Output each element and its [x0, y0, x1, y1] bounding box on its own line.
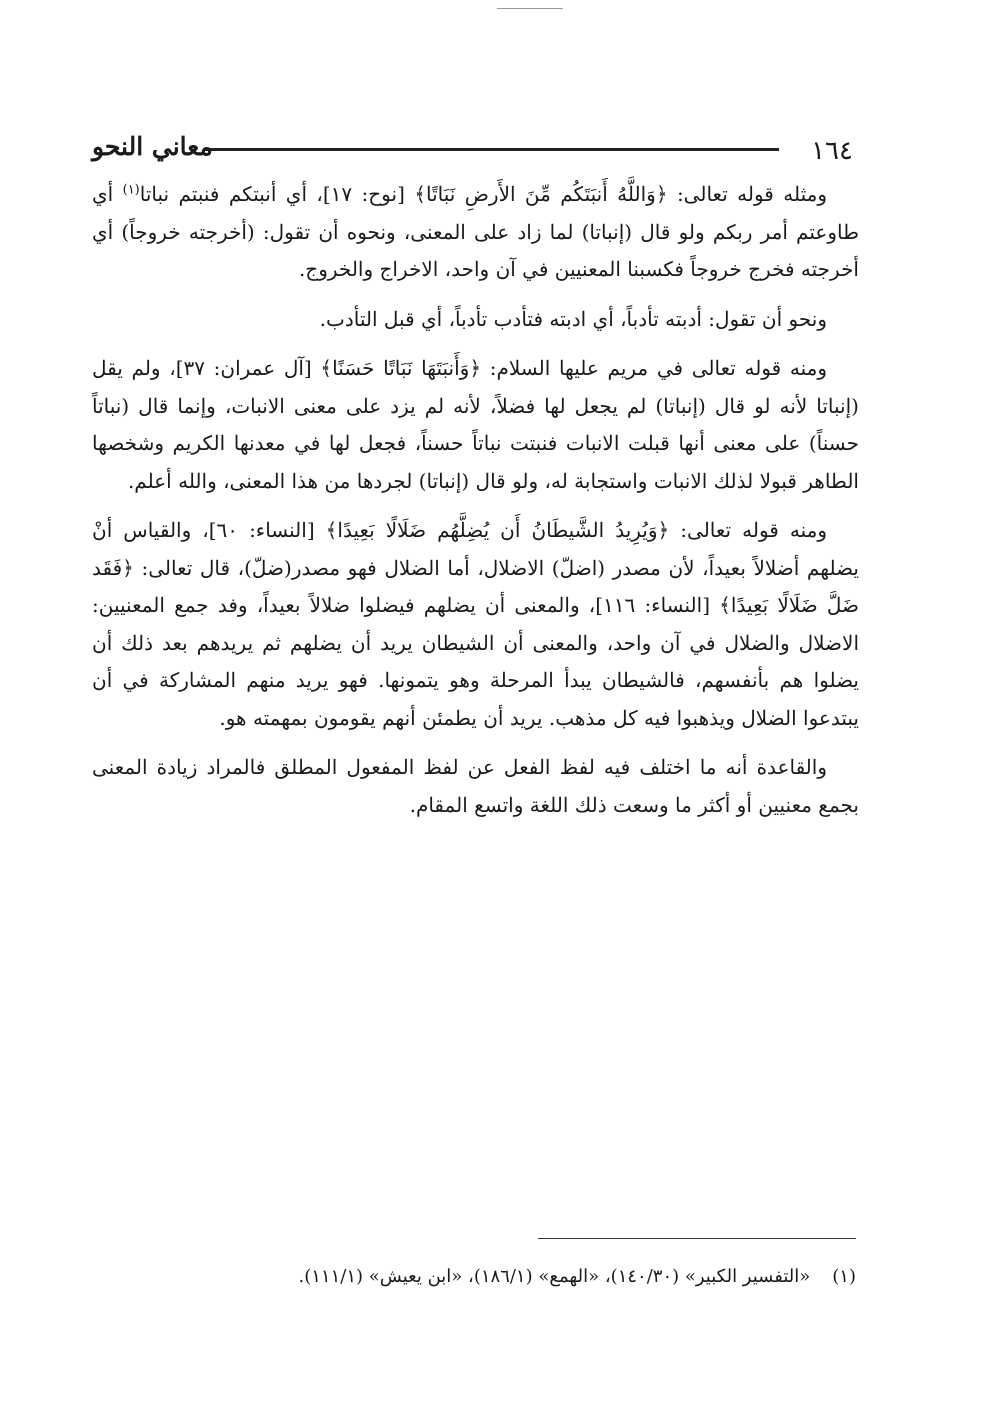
page-number: ١٦٤ — [811, 136, 853, 166]
page-header — [92, 128, 859, 172]
paragraph-1 — [92, 176, 859, 289]
footnote-marker: (١) — [832, 1266, 856, 1287]
paragraph-1-text: ومثله قوله تعالى: ﴿وَاللَّهُ أَنبَتَكُم مِّنَ الأَرضِ نَبَاتًا﴾ [نوح: ١٧]، أي أنبتكم فنبتم نباتا — [139, 182, 827, 206]
paragraph-1-text-continued: أي طاوعتم أمر ربكم ولو قال (إنباتا) لما زاد على المعنى، ونحوه أن تقول: (أخرجته خروجاً) أي أخرجته فخرج خروجاً فكسبنا المعنيين في آن واحد، الاخراج والخروج. — [92, 182, 859, 281]
footnote-text: «التفسير الكبير» (١٤٠/٣٠)، «الهمع» (١٨٦/١)، «ابن يعيش» (١١١/١). — [298, 1266, 811, 1287]
paragraph-5: والقاعدة أنه ما اختلف فيه لفظ الفعل عن لفظ المفعول المطلق فالمراد زيادة المعنى بجمع معنيين أو أكثر ما وسعت ذلك اللغة واتسع المقام. — [92, 755, 859, 817]
paragraph-4: ومنه قوله تعالى: ﴿وَيُرِيدُ الشَّيطَانُ أَن يُضِلَّهُم ضَلَالًا بَعِيدًا﴾ [النساء: ٦٠]، والقياس أنْ يضلهم أضلالاً بعيداً، لأن مصدر (اضلّ) الاضلال، أما الضلال فهو مصدر(ضلّ)، قال تعالى: ﴿فَقَد ضَلَّ ضَلَالًا بَعِيدًا﴾ [النساء: ١١٦]، والمعنى أن يضلهم فيضلوا ضلالاً بعيداً، وفد جمع المعنيين: الاضلال والضلال في آن واحد، والمعنى أن الشيطان يريد أن يضلهم ثم يريدهم بعد ذلك أن يضلوا هم بأنفسهم، فالشيطان يبدأ المرحلة وهو يتمونها. فهو يريد منهم المشاركة في أن يبتدعوا الضلال ويذهبوا فيه كل مذهب. يريد أن يطمئن أنهم يقومون بمهمته هو. — [92, 518, 859, 730]
paragraph-3: ومنه قوله تعالى في مريم عليها السلام: ﴿وَأَنبَتَهَا نَبَاتًا حَسَنًا﴾ [آل عمران: ٣٧]، ولم يقل (إنباتا لأنه لو قال (إنباتا) لم يجعل لها فضلاً، لأنه لم يزد على معنى الانبات، وإنما قال (نباتاً حسناً) على معنى أنها قبلت الانبات فنبتت نباتاً حسناً، فجعل لها في معدنها الكريم وشخصها الطاهر قبولا لذلك الانبات واستجابة له، ولو قال (إنباتا) لجردها من هذا المعنى، والله أعلم. — [92, 356, 859, 493]
running-title: معاني النحو — [92, 132, 213, 161]
top-edge-mark — [497, 8, 563, 9]
footnote — [92, 1262, 856, 1292]
footnote-reference: (١) — [122, 182, 140, 198]
main-text — [92, 176, 859, 836]
footnote-separator — [538, 1238, 856, 1239]
header-rule — [204, 148, 779, 151]
paragraph-2: ونحو أن تقول: أدبته تأدباً، أي ادبته فتأدب تأدباً، أي قبل التأدب. — [319, 306, 827, 331]
